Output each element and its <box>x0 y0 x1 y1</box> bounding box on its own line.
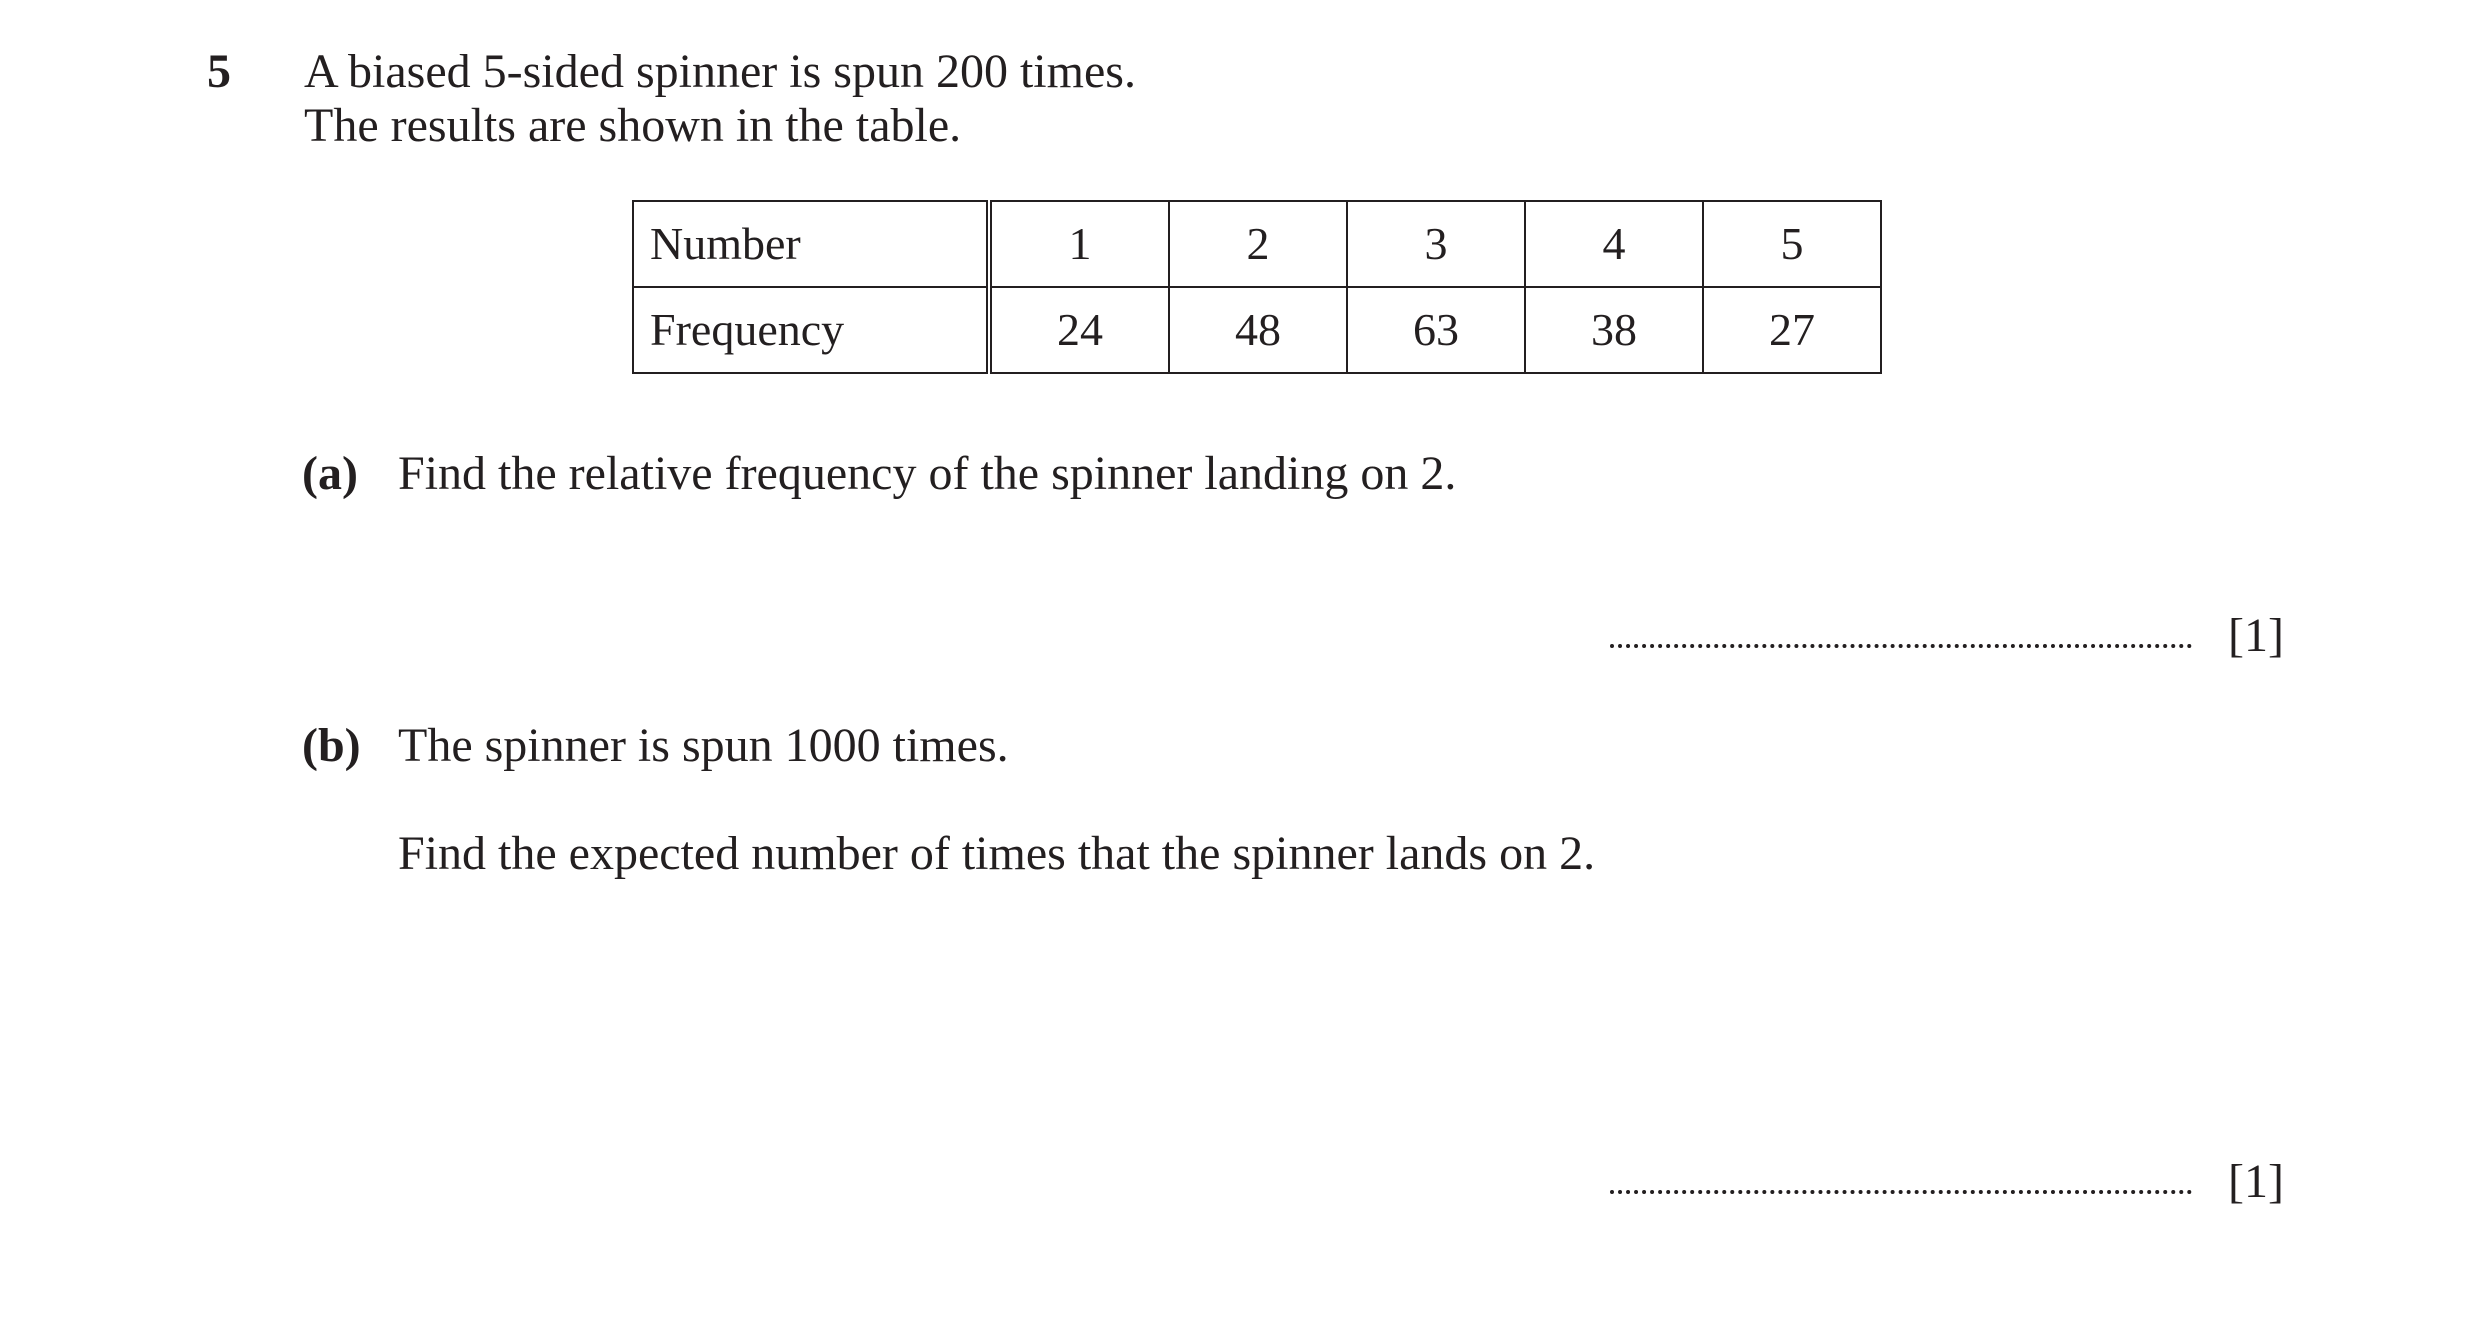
number-cell: 2 <box>1169 201 1347 287</box>
table-row-number <box>633 201 1881 287</box>
part-b-marks: [1] <box>2228 1155 2284 1208</box>
question-stem-line-1: A biased 5-sided spinner is spun 200 times. <box>304 45 1136 98</box>
frequency-cell: 48 <box>1169 287 1347 373</box>
part-b-answer-line[interactable] <box>1610 1190 2192 1194</box>
frequency-cell: 27 <box>1703 287 1881 373</box>
part-a-label: (a) <box>302 447 358 500</box>
row-header-frequency: Frequency <box>633 287 989 373</box>
question-stem-line-2: The results are shown in the table. <box>304 99 962 152</box>
number-cell: 3 <box>1347 201 1525 287</box>
frequency-cell: 24 <box>989 287 1169 373</box>
number-cell: 4 <box>1525 201 1703 287</box>
question-number: 5 <box>207 45 231 98</box>
part-a-answer-line[interactable] <box>1610 644 2192 648</box>
part-b-question: Find the expected number of times that the spinner lands on 2. <box>398 827 1596 880</box>
frequency-cell: 38 <box>1525 287 1703 373</box>
frequency-cell: 63 <box>1347 287 1525 373</box>
part-b-label: (b) <box>302 719 361 772</box>
table-row-frequency <box>633 287 1881 373</box>
number-cell: 5 <box>1703 201 1881 287</box>
part-a-marks: [1] <box>2228 609 2284 662</box>
part-a-question: Find the relative frequency of the spinner landing on 2. <box>398 447 1457 500</box>
row-header-number: Number <box>633 201 989 287</box>
number-cell: 1 <box>989 201 1169 287</box>
part-b-context: The spinner is spun 1000 times. <box>398 719 1009 772</box>
frequency-table <box>632 200 1882 374</box>
